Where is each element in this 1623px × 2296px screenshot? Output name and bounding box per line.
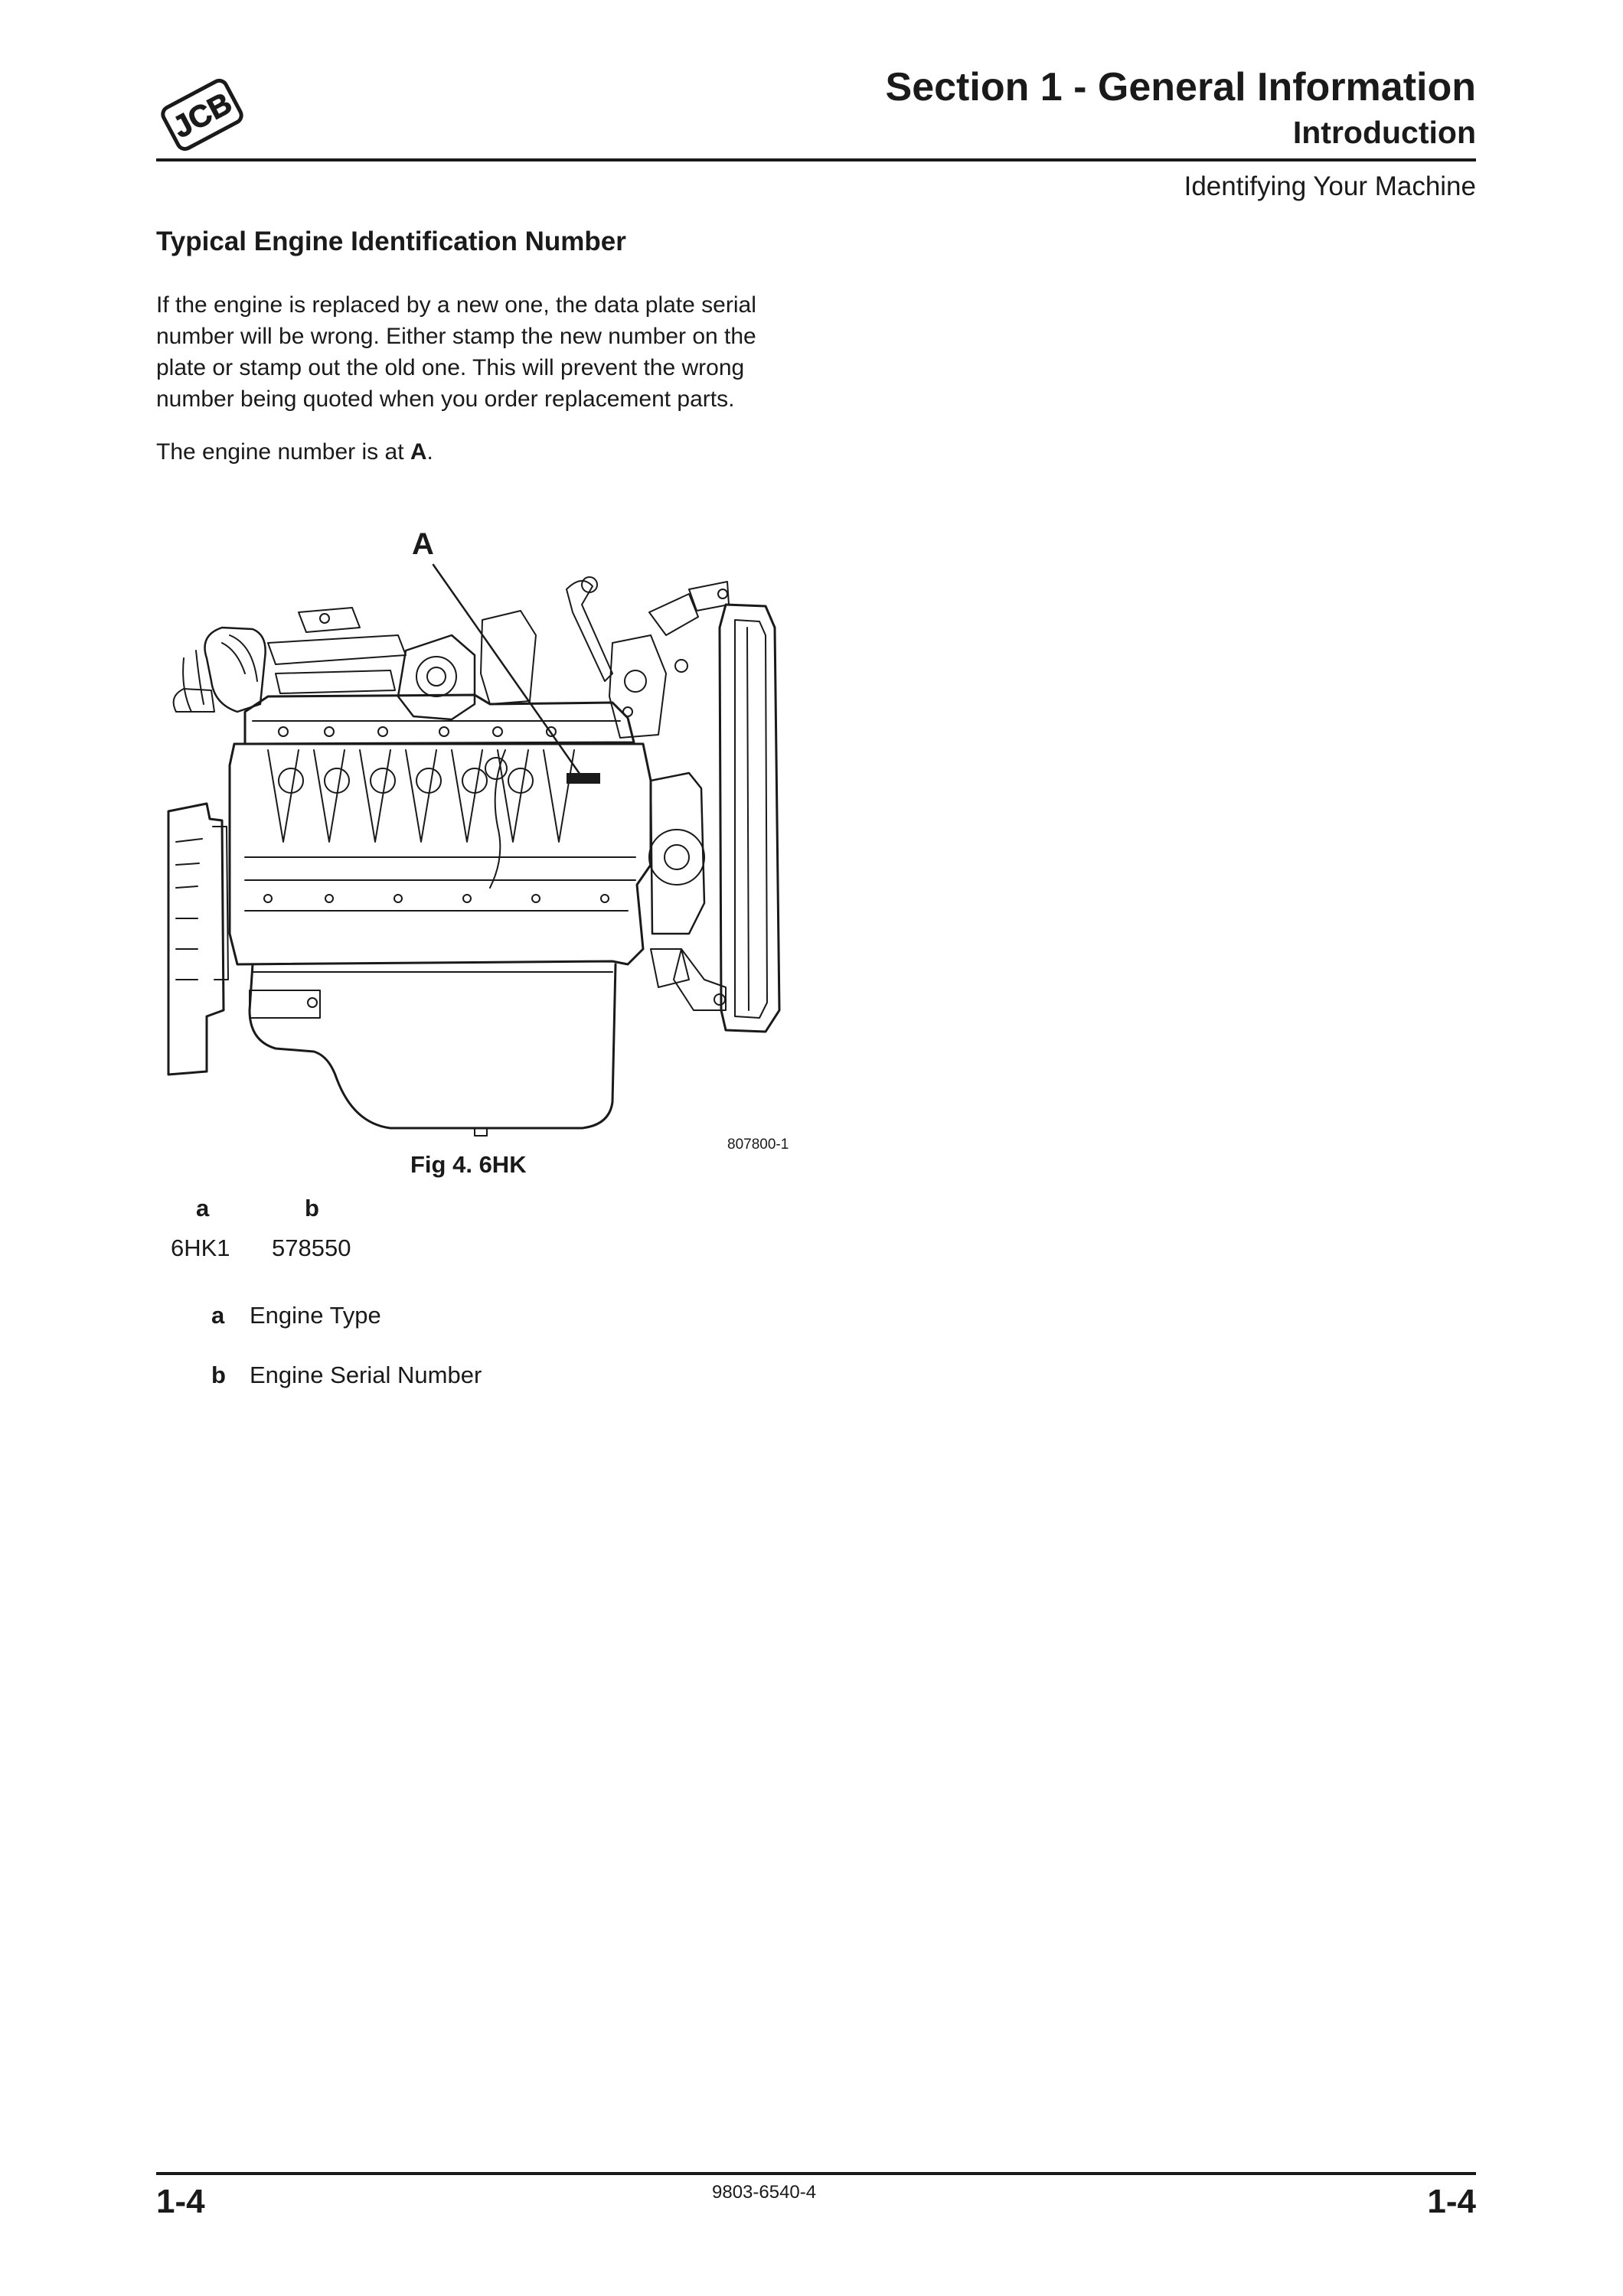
document-number: 9803-6540-4 <box>712 2182 817 2203</box>
legend-text: Engine Type <box>250 1302 381 1329</box>
page-number-left: 1-4 <box>156 2183 205 2220</box>
section-title: Section 1 - General Information <box>885 65 1476 109</box>
table-header-b: b <box>305 1195 319 1221</box>
footer-rule <box>156 2172 1476 2175</box>
chapter-title: Introduction <box>1292 115 1476 150</box>
figure-caption: Fig 4. 6HK <box>410 1151 527 1178</box>
engine-number-plate <box>567 773 600 784</box>
location-ref: A <box>410 439 427 465</box>
figure-reference: 807800-1 <box>727 1137 789 1153</box>
svg-text:JCB: JCB <box>167 86 238 145</box>
location-prefix: The engine number is at <box>156 439 410 465</box>
table-header-a: a <box>196 1195 210 1221</box>
page-number-right: 1-4 <box>1427 2183 1476 2220</box>
topic-title: Identifying Your Machine <box>1184 171 1476 201</box>
callout-label: A <box>412 527 434 561</box>
engine-type-value: 6HK1 <box>171 1234 230 1261</box>
legend-key: a <box>211 1302 225 1329</box>
header-rule <box>156 158 1476 161</box>
legend-text: Engine Serial Number <box>250 1362 482 1388</box>
engine-location-text <box>156 439 433 465</box>
legend-item <box>211 1302 381 1329</box>
engine-serial-value: 578550 <box>272 1234 351 1261</box>
engine-illustration <box>153 520 808 1148</box>
jcb-logo <box>158 70 247 159</box>
legend-item <box>211 1362 482 1389</box>
section-heading: Typical Engine Identification Number <box>156 227 626 256</box>
legend-key: b <box>211 1362 226 1388</box>
location-suffix: . <box>426 439 433 465</box>
body-paragraph: If the engine is replaced by a new one, the data plate serial number will be wrong. Either stamp the new number on the plate or stamp out the old one. This will prevent the wrong number being quoted when you order replacement parts. <box>156 292 756 412</box>
